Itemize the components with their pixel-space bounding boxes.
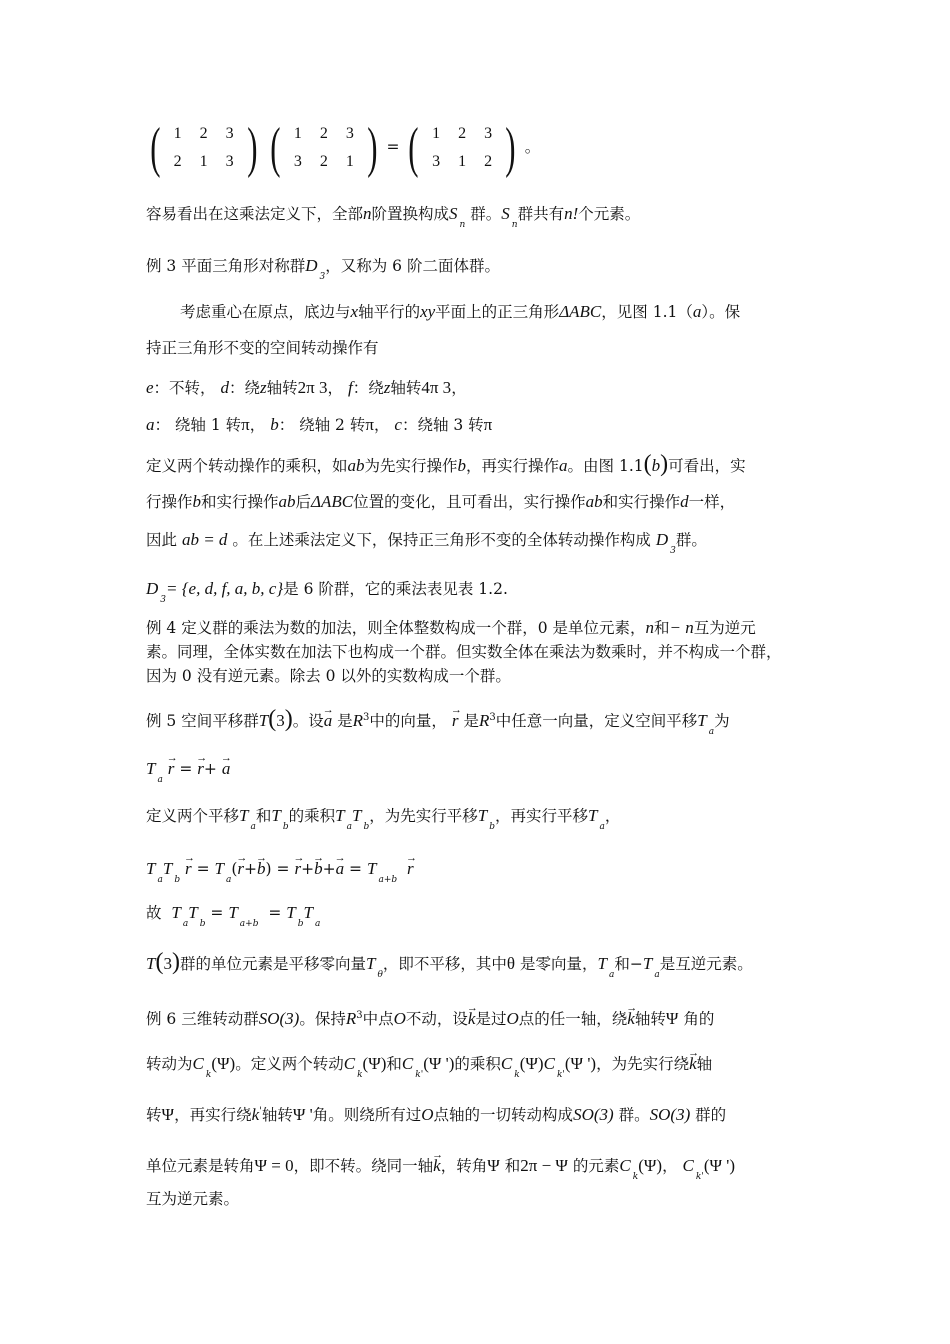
- rotation-ops-line-1: e：不转， d：绕z轴转2π 3， f：绕z轴转4π 3，: [146, 378, 467, 397]
- example-4-line-2: 素。同理，全体实数在加法下也构成一个群。但实数全体在乘法为数乘时，并不构成一个群，: [146, 643, 782, 661]
- example-3-line-2: 持正三角形不变的空间转动操作有: [146, 339, 379, 357]
- matrix-1: ( 1 2 3 2 1 3 ): [150, 117, 258, 179]
- translation-definition-equation: $T_a \to r$ = → r+ → a: [146, 758, 230, 791]
- example-6-line-4: 单位元素是转角Ψ = 0，即不转。绕同一轴→ k，转角Ψ 和2π − Ψ 的元素$C_k(\Psi)$， $C_{k'}(\Psi$ '): [146, 1155, 735, 1188]
- example-4-line-3: 因为 0 没有逆元素。除去 0 以外的实数构成一个群。: [146, 667, 511, 685]
- example-6-line-5: 互为逆元素。: [146, 1190, 240, 1208]
- example-5-heading: 例 5 空间平移群T(3)。设→ a 是$R^3$中的向量， → r 是$R^3$中任意一向量，定义空间平移$T_a$为: [146, 707, 730, 743]
- example-6-line-2: 转动为$C_k(\Psi)$。定义两个转动$C_k(\Psi)$和$C_{k'}(\Psi$ ')的乘积$C_k(\Psi)C_{k'}(\Psi$ ')，为先实行绕→ k轴: [146, 1053, 712, 1086]
- example-6-line-1: 例 6 三维转动群SO(3)。保持$R^3$中点O不动，设→ k是过O点的任一轴，绕→ k轴转Ψ 角的: [146, 1005, 714, 1030]
- translation-product-line: 定义两个平移$T_a$和$T_b$的乘积$T_aT_b$，为先实行平移$T_b$，再实行平移$T_a$，: [146, 806, 621, 832]
- translation-unit-element-line: T(3)群的单位元素是平移零向量$T_\theta$，即不平移，其中θ 是零向量，$T_a$和$-T_a$是互逆元素。: [146, 949, 753, 980]
- translation-composition-equation: $T_aT_b \to r = T_a(\to r+\to b)$ = → $r+\to b+\to a = T_{a+b} \to r$: [146, 858, 414, 891]
- example-3-line-6: $D_3= \{e$, d, f, a, b, c}是 6 阶群，它的乘法表见表 1.2.: [146, 579, 508, 605]
- example-6-line-3: 转Ψ，再实行绕k'轴转Ψ '角。则绕所有过O点轴的一切转动构成SO(3) 群。SO(3) 群的: [146, 1105, 727, 1124]
- sn-group-paragraph: 容易看出在这乘法定义下，全部n阶置换构成$S_n$ 群。$S_n$群共有n!个元素。: [146, 204, 641, 230]
- rotation-ops-line-2: a： 绕轴 1 转π， b： 绕轴 2 转π， c：绕轴 3 转π: [146, 415, 493, 434]
- example-3-line-5: 因此 ab = d 。在上述乘法定义下，保持正三角形不变的全体转动操作构成 $D_3$群。: [146, 530, 707, 556]
- example-3-line-1: 考虑重心在原点，底边与x轴平行的xy平面上的正三角形ΔABC，见图 1.1（a）。保: [180, 302, 741, 321]
- matrix-2: ( 1 2 3 3 2 1 ): [270, 117, 378, 179]
- example-3-line-3: 定义两个转动操作的乘积，如ab为先实行操作b，再实行操作a。由图 1.1(b)可看出，实: [146, 451, 746, 477]
- example-4-line-1: 例 4 定义群的乘法为数的加法，则全体整数构成一个群，0 是单位元素，n和− n互为逆元: [146, 618, 756, 637]
- example-3-line-4: 行操作b和实行操作ab后ΔABC位置的变化，且可看出，实行操作ab和实行操作d一样，: [146, 492, 736, 511]
- translation-commutation-equation: 故 $T_aT_b = T_{a+b} = T_bT_a$: [146, 903, 321, 929]
- matrix-3: ( 1 2 3 3 1 2 ): [408, 117, 516, 179]
- permutation-product-equation: ( 1 2 3 2 1 3 ) ( 1 2 3 3 2 1 ) = ( 1 2 3 3 1 2 ) 。: [146, 120, 540, 176]
- example-3-heading: 例 3 平面三角形对称群$D_3$，又称为 6 阶二面体群。: [146, 256, 500, 282]
